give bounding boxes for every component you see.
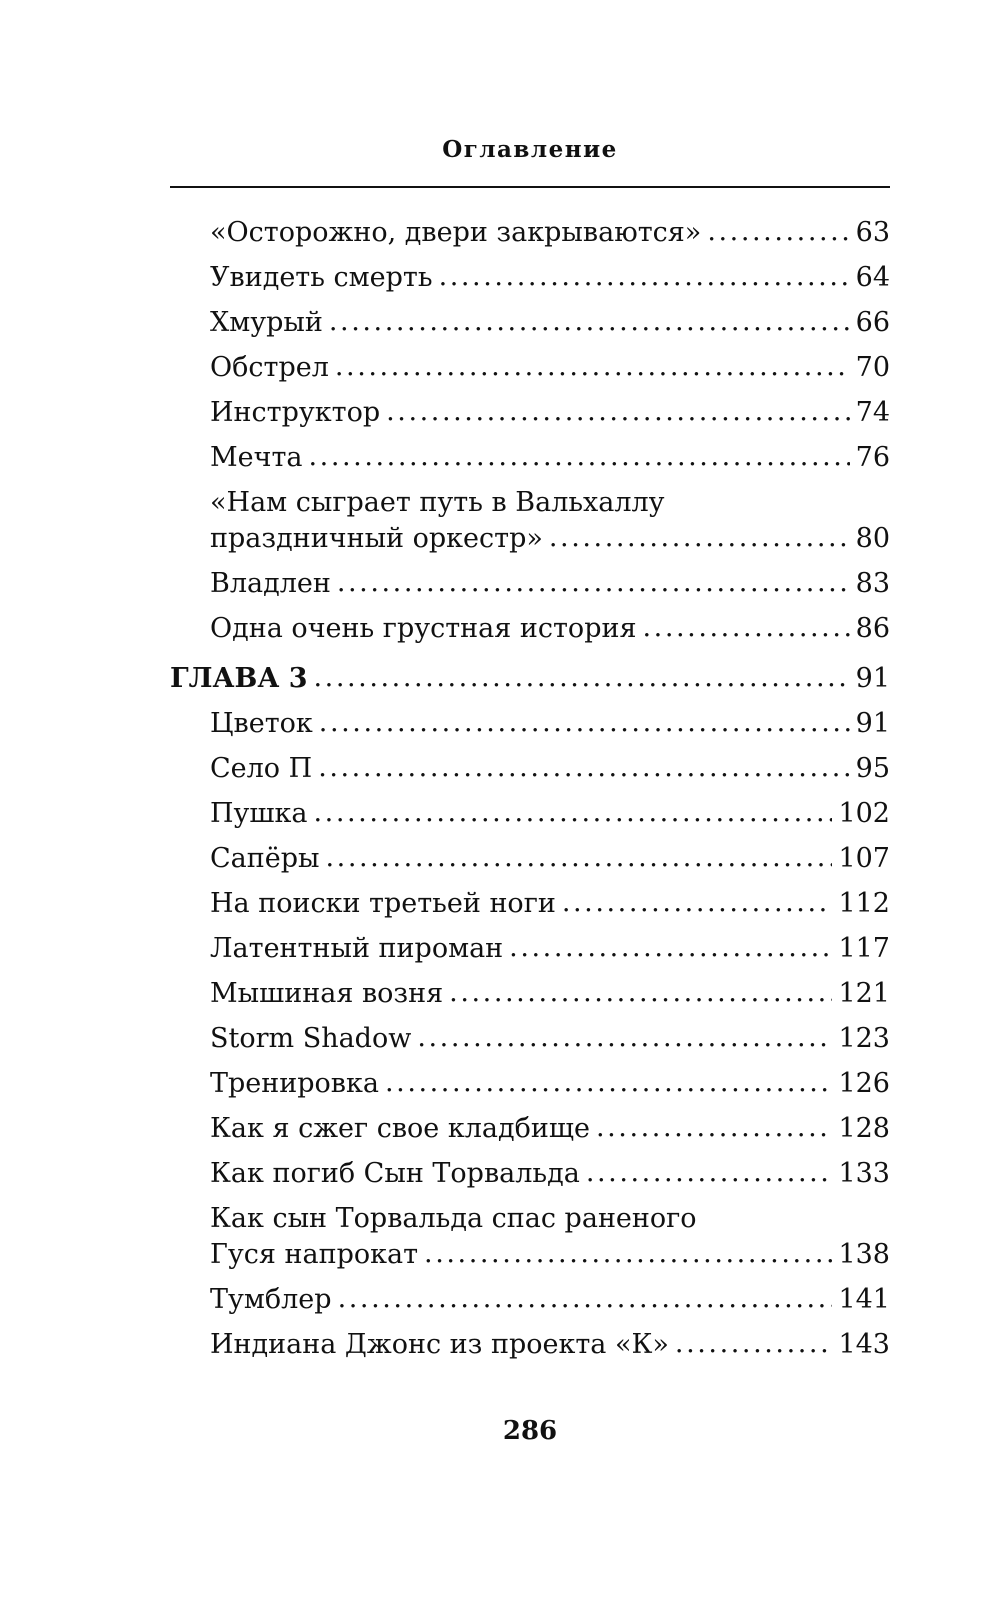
toc-entry-page: 138 — [838, 1239, 890, 1270]
toc-entry-page: 102 — [838, 798, 890, 829]
dot-leader — [562, 885, 833, 921]
toc-entry-page: 66 — [855, 307, 890, 338]
toc-entry-title: Хмурый — [210, 307, 323, 338]
toc-entry[interactable] — [210, 611, 890, 647]
dot-leader — [596, 1110, 833, 1146]
toc-entry[interactable] — [210, 1282, 890, 1318]
dot-leader — [509, 930, 832, 966]
toc-entry[interactable] — [210, 440, 890, 476]
dot-leader — [309, 439, 850, 475]
toc-entry-title-line1: «Нам сыграет путь в Вальхаллу — [210, 487, 665, 518]
toc-entry-title: Тренировка — [210, 1068, 379, 1099]
toc-entry-title: Мышиная возня — [210, 978, 444, 1009]
dot-leader — [385, 1065, 832, 1101]
toc-entry[interactable] — [210, 215, 890, 251]
toc-entry[interactable] — [210, 706, 890, 742]
toc-entry-title: На поиски третьей ноги — [210, 888, 556, 919]
toc-entry-page: 83 — [855, 568, 890, 599]
toc-entry-page: 63 — [855, 217, 890, 248]
toc-entry-page: 86 — [855, 613, 890, 644]
toc-entry-page: 91 — [855, 663, 890, 694]
toc-entry-page: 123 — [838, 1023, 890, 1054]
dot-leader — [338, 1281, 833, 1317]
toc-entry[interactable] — [210, 395, 890, 431]
toc-entry-title: Индиана Джонс из проекта «К» — [210, 1329, 669, 1360]
toc-entry[interactable] — [210, 350, 890, 386]
dot-leader — [314, 660, 850, 696]
toc-entry-page: 143 — [838, 1329, 890, 1360]
dot-leader — [314, 795, 833, 831]
dot-leader — [643, 610, 850, 646]
toc-entry[interactable] — [210, 796, 890, 832]
toc-entry-title: праздничный оркестр» — [210, 523, 543, 554]
toc-entry-title: Цветок — [210, 708, 313, 739]
toc-entry-page: 80 — [855, 523, 890, 554]
toc-entry[interactable] — [210, 841, 890, 877]
toc-entry-page: 91 — [855, 708, 890, 739]
dot-leader — [707, 214, 849, 250]
dot-leader — [335, 349, 850, 385]
toc-entry-page: 64 — [855, 262, 890, 293]
toc-entry-page: 141 — [838, 1284, 890, 1315]
toc-entry[interactable] — [210, 485, 890, 557]
toc-chapter-entry[interactable] — [170, 661, 890, 697]
toc-entry-page: 117 — [838, 933, 890, 964]
toc-entry[interactable] — [210, 1327, 890, 1363]
toc-entry-page: 128 — [838, 1113, 890, 1144]
toc-entry-title: Пушка — [210, 798, 308, 829]
toc-entry-page: 121 — [838, 978, 890, 1009]
dot-leader — [318, 750, 849, 786]
toc-entry-page: 95 — [855, 753, 890, 784]
toc-entry-page: 133 — [838, 1158, 890, 1189]
table-of-contents — [170, 215, 890, 1363]
toc-entry-title: Storm Shadow — [210, 1023, 412, 1054]
toc-entry[interactable] — [210, 1111, 890, 1147]
toc-entry-title: Латентный пироман — [210, 933, 504, 964]
toc-entry-title: Мечта — [210, 442, 303, 473]
page-number: 286 — [502, 1416, 558, 1446]
toc-entry[interactable] — [210, 886, 890, 922]
toc-entry-page: 74 — [855, 397, 890, 428]
toc-entry[interactable] — [210, 931, 890, 967]
toc-entry-page: 76 — [855, 442, 890, 473]
toc-entry[interactable] — [210, 1021, 890, 1057]
dot-leader — [319, 705, 850, 741]
header-rule — [170, 186, 890, 188]
dot-leader — [424, 1236, 832, 1272]
toc-entry-title: Сапёры — [210, 843, 320, 874]
toc-entry-title: Село П — [210, 753, 313, 784]
toc-entry-page: 126 — [838, 1068, 890, 1099]
toc-entry[interactable] — [210, 1201, 890, 1273]
toc-entry-title: Владлен — [210, 568, 331, 599]
toc-entry[interactable] — [210, 260, 890, 296]
toc-entry-title: «Осторожно, двери закрываются» — [210, 217, 702, 248]
toc-entry-title: Как погиб Сын Торвальда — [210, 1158, 580, 1189]
toc-entry-title: Одна очень грустная история — [210, 613, 637, 644]
toc-entry[interactable] — [210, 751, 890, 787]
dot-leader — [549, 520, 850, 556]
dot-leader — [586, 1155, 833, 1191]
toc-entry[interactable] — [210, 566, 890, 602]
dot-leader — [337, 565, 850, 601]
dot-leader — [675, 1326, 833, 1362]
toc-entry-title: Как я сжег свое кладбище — [210, 1113, 590, 1144]
dot-leader — [326, 840, 833, 876]
toc-chapter-title: ГЛАВА 3 — [170, 663, 308, 694]
toc-entry-title-line1: Как сын Торвальда спас раненого — [210, 1203, 697, 1234]
toc-entry-title: Увидеть смерть — [210, 262, 433, 293]
dot-leader — [386, 394, 850, 430]
dot-leader — [439, 259, 850, 295]
toc-entry-page: 107 — [838, 843, 890, 874]
toc-entry-title: Тумблер — [210, 1284, 332, 1315]
toc-entry[interactable] — [210, 1156, 890, 1192]
toc-entry[interactable] — [210, 305, 890, 341]
toc-entry-title: Гуся напрокат — [210, 1239, 419, 1270]
toc-entry-page: 70 — [855, 352, 890, 383]
dot-leader — [449, 975, 832, 1011]
dot-leader — [329, 304, 850, 340]
dot-leader — [417, 1020, 832, 1056]
toc-entry-page: 112 — [838, 888, 890, 919]
running-header: Оглавление — [442, 136, 618, 163]
toc-entry[interactable] — [210, 976, 890, 1012]
toc-entry-title: Обстрел — [210, 352, 329, 383]
toc-entry[interactable] — [210, 1066, 890, 1102]
toc-entry-title: Инструктор — [210, 397, 381, 428]
